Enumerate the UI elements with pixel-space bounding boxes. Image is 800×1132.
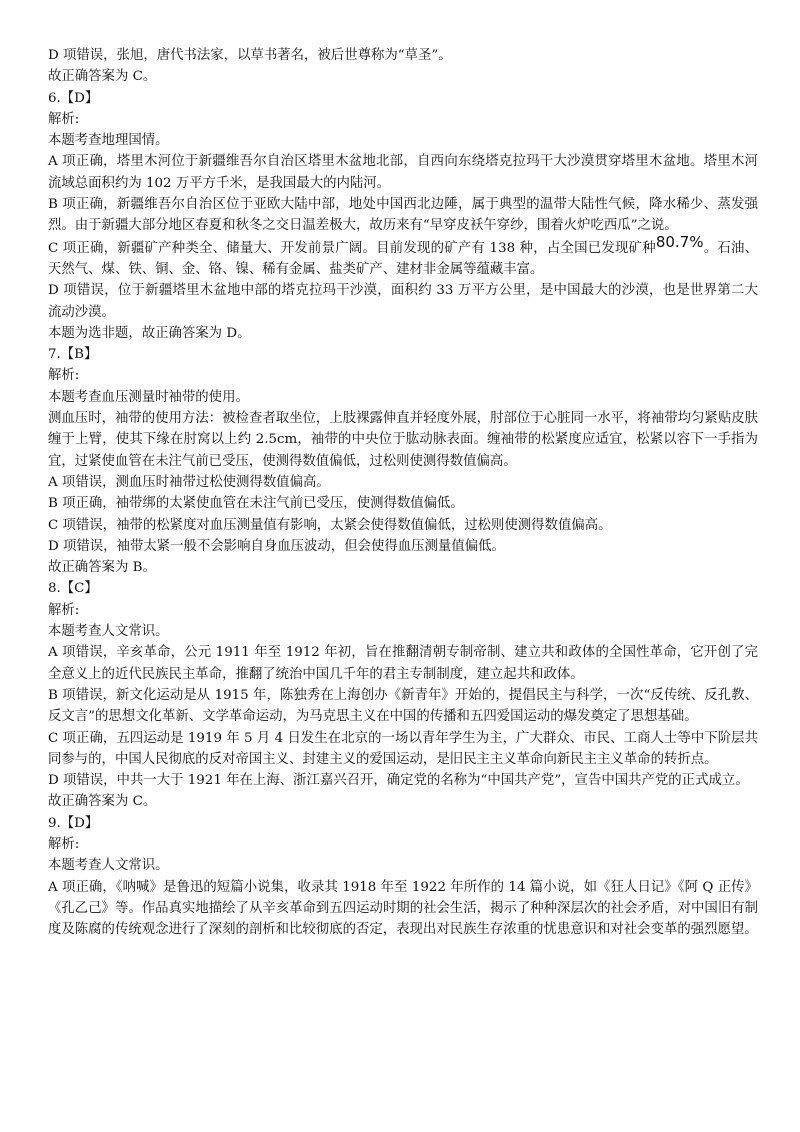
document-page [48, 45, 758, 940]
q7-option-d: D 项错误，袖带太紧一般不会影响自身血压波动，但会使得血压测量值偏低。 [48, 538, 505, 554]
q6-option-b: B 项正确，新疆维吾尔自治区位于亚欧大陆中部，地处中国西北边陲，属于典型的温带大陆性气候，降水稀少、蒸发强烈。由于新疆大部分地区春夏和秋冬之交日温差极大，故历来有“早穿皮袄午穿纱，围着火炉吃西瓜”之说。 [48, 197, 758, 234]
q9-option-a: A 项正确，《呐喊》是鲁迅的短篇小说集，收录其 1918 年至 1922 年所作的 14 篇小说，如《狂人日记》《阿 Q 正传》《孔乙己》等。作品真实地描绘了从辛亥革命到五四运动时期的社会生活，揭示了种种深层次的社会矛盾，对中国旧有制度及陈腐的传统观念进行了深刻的剖析和比较彻底的否定，表现出对民族生存浓重的忧患意识和对社会变革的强烈愿望。 [48, 879, 758, 938]
q7-method: 测血压时，袖带的使用方法：被检查者取坐位，上肢裸露伸直并轻度外展，肘部位于心脏同一水平，将袖带均匀紧贴皮肤缠于上臂，使其下缘在肘窝以上约 2.5cm，袖带的中央位于肱动脉表面。缠袖带的松紧度应适宜，松紧以容下一手指为宜，过紧使血管在未注气前已受压，使测得数值偏低，过松则使测得数值偏高。 [48, 411, 758, 469]
q6-option-c-percent: 80.7% [655, 232, 704, 251]
q8-number: 8.【C】 [48, 581, 98, 597]
q6-option-c [48, 232, 758, 281]
q6-answer: 本题为选非题，故正确答案为 D。 [48, 325, 251, 341]
q9-topic: 本题考查人文常识。 [48, 858, 169, 874]
q6-option-d: D 项错误，位于新疆塔里木盆地中部的塔克拉玛干沙漠，面积约 33 万平方公里，是中国最大的沙漠，也是世界第二大流动沙漠。 [48, 283, 758, 320]
q8-option-c: C 项正确，五四运动是 1919 年 5 月 4 日发生在北京的一场以青年学生为主，广大群众、市民、工商人士等中下阶层共同参与的，中国人民彻底的反对帝国主义、封建主义的爱国运动，是旧民主主义革命向新民主主义革命的转折点。 [48, 730, 758, 767]
q7-option-c: C 项错误，袖带的松紧度对血压测量值有影响，太紧会使得数值偏低，过松则使测得数值偏高。 [48, 517, 612, 533]
q8-option-d: D 项错误，中共一大于 1921 年在上海、浙江嘉兴召开，确定党的名称为“中国共产党”，宣告中国共产党的正式成立。 [48, 773, 749, 789]
q8-analysis-label: 解析: [48, 602, 80, 618]
q6-number: 6.【D】 [48, 90, 99, 106]
q6-analysis-label: 解析: [48, 111, 80, 127]
q8-topic: 本题考查人文常识。 [48, 624, 169, 640]
q8-option-a: A 项错误，辛亥革命，公元 1911 年至 1912 年初，旨在推翻清朝专制帝制、建立共和政体的全国性革命，它开创了完全意义上的近代民族民主革命，推翻了统治中国几千年的君主专制制度，建立起共和政体。 [48, 645, 758, 682]
q9-analysis-label: 解析: [48, 836, 80, 852]
q8-option-b: B 项错误，新文化运动是从 1915 年，陈独秀在上海创办《新青年》开始的，提倡民主与科学，一次“反传统、反孔教、反文言”的思想文化革新、文学革命运动，为马克思主义在中国的传播和五四爱国运动的爆发奠定了思想基础。 [48, 687, 758, 725]
q6-topic: 本题考查地理国情。 [48, 133, 169, 149]
q5-option-d: D 项错误，张旭，唐代书法家，以草书著名，被后世尊称为“草圣”。 [48, 48, 452, 63]
q6-option-c-before: C 项正确，新疆矿产种类全、储量大、开发前景广阔。目前发现的矿产有 138 种，占全国已发现矿种 [48, 240, 656, 256]
q7-answer: 故正确答案为 B。 [48, 560, 156, 576]
q6-option-c-after: 。石油、天然气、煤、铁、铜、金、铬、镍、稀有金属、盐类矿产、建材非金属等蕴藏丰富。 [48, 240, 758, 277]
q9-number: 9.【D】 [48, 815, 99, 831]
q8-answer: 故正确答案为 C。 [48, 794, 157, 810]
q7-option-b: B 项正确，袖带绑的太紧使血管在未注气前已受压，使测得数值偏低。 [48, 496, 464, 512]
q5-answer: 故正确答案为 C。 [48, 69, 157, 85]
q7-analysis-label: 解析: [48, 368, 80, 384]
q7-number: 7.【B】 [48, 347, 98, 363]
q6-option-a: A 项正确，塔里木河位于新疆维吾尔自治区塔里木盆地北部，自西向东绕塔克拉玛干大沙漠贯穿塔里木盆地。塔里木河流域总面积约为 102 万平方千米，是我国最大的内陆河。 [48, 154, 758, 191]
q7-topic: 本题考查血压测量时袖带的使用。 [48, 389, 249, 405]
q7-option-a: A 项错误，测血压时袖带过松使测得数值偏高。 [48, 474, 330, 490]
